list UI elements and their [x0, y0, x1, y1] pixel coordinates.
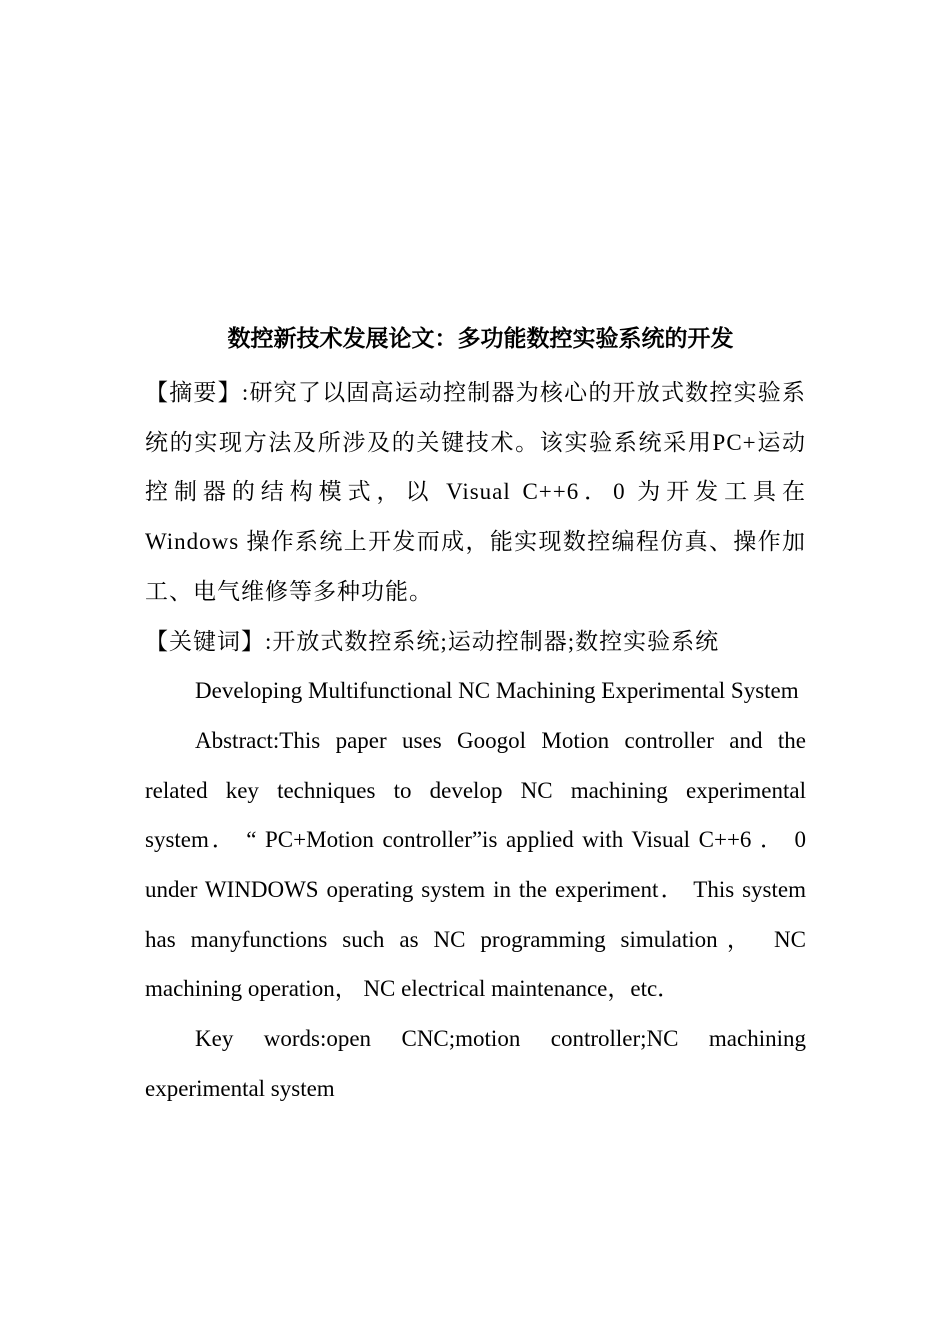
chinese-keywords-text: :开放式数控系统;运动控制器;数控实验系统	[265, 628, 720, 654]
chinese-keywords	[145, 617, 806, 667]
chinese-abstract-text: :研究了以固高运动控制器为核心的开放式数控实验系统的实现方法及所涉及的关键技术。该实验系统采用PC+运动控制器的结构模式，以 Visual C++6．0 为开发工具在 Windows 操作系统上开发而成，能实现数控编程仿真、操作加工、电气维修等多种功能。	[145, 380, 807, 604]
chinese-keywords-label: 【关键词】	[145, 628, 265, 654]
paper-title: 数控新技术发展论文：多功能数控实验系统的开发	[227, 326, 734, 351]
english-keywords: Key words:open CNC;motion controller;NC machining experimental system	[145, 1026, 806, 1101]
english-abstract: Abstract:This paper uses Googol Motion controller and the related key techniques to develop NC machining experimental system． “ PC+Motion controller”is applied with Visual C++6 ． 0 under WINDOWS operating system in the experiment． This system has manyfunctions such as NC programming simulation， NC machining operation， NC electrical maintenance，etc．	[145, 727, 806, 1002]
chinese-abstract-label: 【摘要】	[145, 380, 242, 405]
english-title: Developing Multifunctional NC Machining Experimental System	[195, 678, 799, 704]
chinese-abstract	[145, 368, 806, 617]
document-body	[145, 318, 806, 1114]
